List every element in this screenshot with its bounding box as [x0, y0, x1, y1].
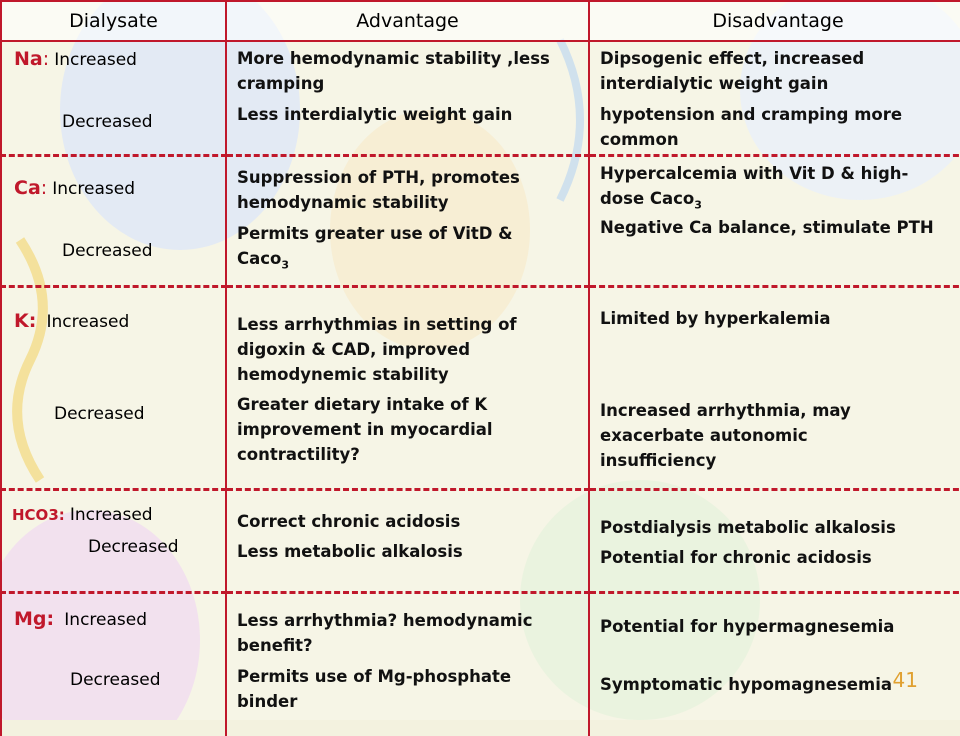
- disadvantage-increased: Limited by hyperkalemia: [600, 306, 950, 331]
- increased-label: Increased: [47, 312, 130, 332]
- disadvantage-decreased: Potential for chronic acidosis: [600, 545, 950, 570]
- advantage-increased: More hemodynamic stability ,less cramping: [237, 46, 567, 96]
- header-advantage: Advantage: [226, 1, 589, 41]
- table-row-hco3: [1, 490, 960, 593]
- disadvantage-increased: Postdialysis metabolic alkalosis: [600, 515, 950, 540]
- disadvantage-increased: Potential for hypermagnesemia: [600, 614, 950, 639]
- advantage-decreased: Permits use of Mg-phosphate binder: [237, 664, 557, 714]
- disadvantage-decreased: Negative Ca balance, stimulate PTH: [600, 215, 950, 240]
- decreased-label: Decreased: [54, 404, 145, 424]
- table-row-ca: Ca: Increased Decreased Suppression of PTH, promotes hemodynamic stability Permits greater use of VitD & Caco$_3$ Hypercalcemia with Vit D & high- dose Caco$_3$ Negative Ca balance, stimulate PTH: [1, 156, 960, 287]
- increased-label: Increased: [52, 179, 135, 199]
- disadvantage-decreased: hypotension and cramping more common: [600, 102, 950, 152]
- disadvantage-decreased: Symptomatic hypomagnesemia: [600, 672, 950, 697]
- header-dialysate: Dialysate: [1, 1, 226, 41]
- advantage-decreased: Greater dietary intake of K improvement in myocardial contractility?: [237, 392, 567, 467]
- advantage-increased: Suppression of PTH, promotes hemodynamic stability: [237, 165, 567, 215]
- advantage-increased: Less arrhythmias in setting of digoxin & CAD, improved hemodynemic stability: [237, 312, 567, 387]
- increased-label: Increased: [70, 505, 153, 525]
- table-row-k: [1, 287, 960, 490]
- disadvantage-increased: Dipsogenic effect, increased interdialytic weight gain: [600, 46, 950, 96]
- table-row-mg: [1, 593, 960, 736]
- increased-label: Increased: [64, 610, 147, 630]
- advantage-decreased: Less interdialytic weight gain: [237, 102, 577, 127]
- disadvantage-increased: Hypercalcemia with Vit D & high- dose Caco$_3$: [600, 161, 950, 217]
- decreased-label: Decreased: [88, 537, 179, 557]
- advantage-increased: Correct chronic acidosis: [237, 509, 567, 534]
- increased-label: Increased: [54, 50, 137, 70]
- advantage-increased: Less arrhythmia? hemodynamic benefit?: [237, 608, 577, 658]
- ion-label: HCO3:: [12, 506, 65, 524]
- ion-label: K:: [14, 310, 36, 332]
- decreased-label: Decreased: [62, 241, 153, 261]
- disadvantage-decreased: Increased arrhythmia, may exacerbate autonomic insufficiency: [600, 398, 920, 473]
- header-row: [1, 1, 960, 41]
- header-disadvantage: Disadvantage: [589, 1, 960, 41]
- table-row-na: Na: Increased Decreased More hemodynamic stability ,less cramping Less interdialytic weight gain Dipsogenic effect, increased interdialytic weight gain hypotension and cramping more common: [1, 41, 960, 156]
- advantage-decreased: Less metabolic alkalosis: [237, 539, 567, 564]
- ion-label: Na: [14, 48, 43, 70]
- decreased-label: Decreased: [70, 670, 161, 690]
- decreased-label: Decreased: [62, 112, 153, 132]
- ion-label: Ca: [14, 177, 41, 199]
- ion-label: Mg:: [14, 608, 54, 630]
- advantage-decreased: Permits greater use of VitD & Caco$_3$: [237, 221, 577, 277]
- page-number: 41: [893, 668, 918, 692]
